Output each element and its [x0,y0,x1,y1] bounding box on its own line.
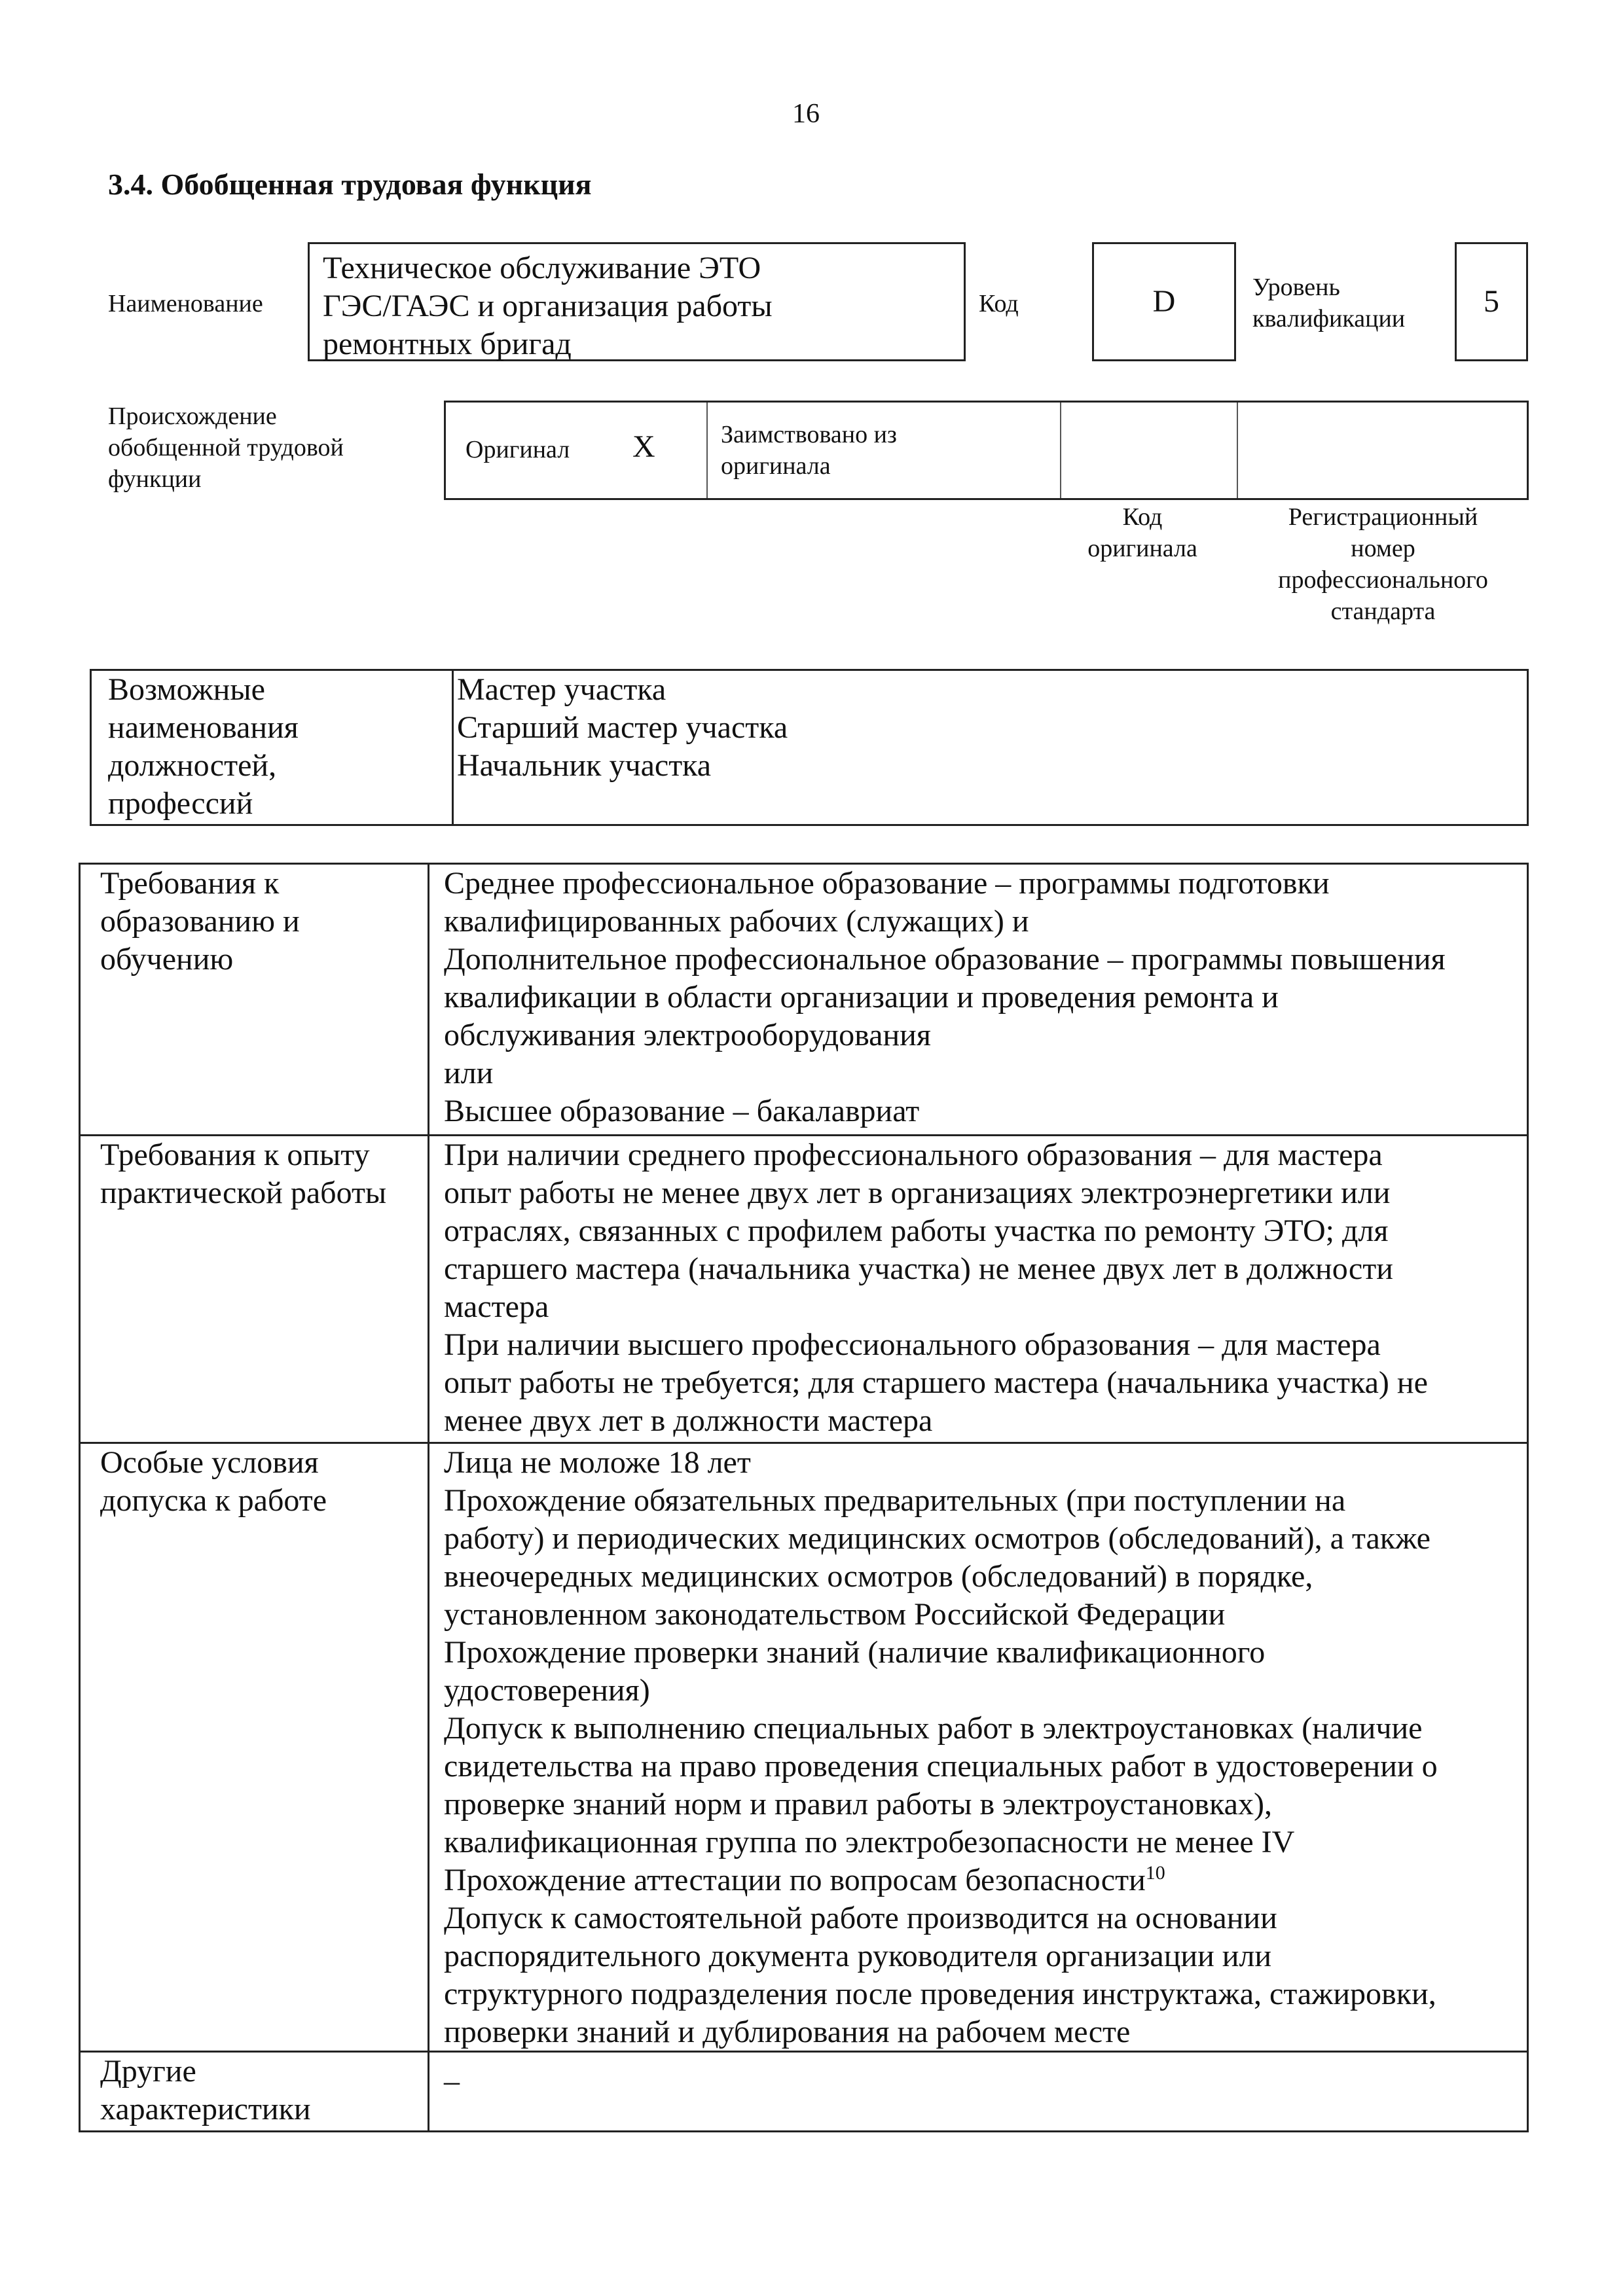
level-label-line: квалификации [1252,305,1406,332]
text-line: свидетельства на право проведения специальных работ в удостоверении о [444,1749,1438,1784]
education-content [444,865,1524,1130]
function-title-box [308,242,966,361]
column-divider [452,671,454,824]
text-line: При наличии среднего профессионального образования – для мастера [444,1138,1383,1172]
section-title: 3.4. Обобщенная трудовая функция [108,168,592,201]
caption-original-code [1054,501,1231,564]
text-line: квалифицированных рабочих (служащих) и [444,904,1029,939]
text-line: проверке знаний норм и правил работы в электроустановках), [444,1787,1272,1821]
text-line: мастера [444,1289,549,1324]
label-line: характеристики [100,2092,311,2126]
label-line: образованию и [100,904,300,939]
conditions-label [100,1444,421,1520]
label-line: должностей, [108,748,277,783]
label-line: наименования [108,710,299,745]
text-line: квалификации в области организации и проведения ремонта и [444,980,1279,1014]
positions-label [108,671,435,823]
column-divider [428,865,429,2130]
origin-cell-code [1061,403,1238,498]
label-line: практической работы [100,1175,387,1210]
other-label [100,2053,421,2128]
borrowed-line: Заимствовано из [721,421,897,448]
name-label: Наименование [108,290,263,317]
text-line: установленном законодательством Российской Федерации [444,1597,1226,1632]
qualification-level-value: 5 [1455,242,1528,361]
origin-grid [444,401,1529,500]
caption-line: профессионального [1278,566,1488,594]
borrowed-label [721,419,897,482]
borrowed-line: оригинала [721,452,831,480]
text-line: структурного подразделения после проведения инструктажа, стажировки, [444,1977,1436,2011]
label-line: Требования к [100,866,280,901]
label-line: Требования к опыту [100,1138,370,1172]
position-item: Начальник участка [457,748,712,783]
experience-content [444,1136,1524,1440]
page-number: 16 [792,99,820,129]
label-line: Особые условия [100,1445,319,1480]
code-label: Код [979,290,1019,317]
text-line: Среднее профессиональное образование – программы подготовки [444,866,1330,901]
text-line: менее двух лет в должности мастера [444,1403,933,1438]
origin-label [108,401,344,495]
origin-label-line: функции [108,465,202,493]
text-line: старшего мастера (начальника участка) не менее двух лет в должности [444,1251,1393,1286]
text-line: Допуск к самостоятельной работе производится на основании [444,1901,1277,1935]
other-content [444,2062,1524,2100]
caption-line: номер [1351,535,1415,562]
label-line: профессий [108,786,253,821]
caption-line: Код [1122,503,1163,531]
footnote-ref[interactable]: 10 [1145,1862,1165,1884]
origin-cell-reg [1238,403,1529,498]
position-item: Старший мастер участка [457,710,788,745]
position-item: Мастер участка [457,672,666,707]
education-label [100,865,421,978]
text-line: Высшее образование – бакалавриат [444,1094,920,1128]
qualification-level-label [1252,272,1405,334]
text-line: или [444,1056,494,1090]
level-label-line: Уровень [1252,274,1340,301]
conditions-content [444,1444,1524,2051]
function-title-line: ремонтных бригад [323,327,572,361]
text-line: опыт работы не требуется; для старшего мастера (начальника участка) не [444,1365,1428,1400]
label-line: допуска к работе [100,1483,327,1518]
positions-table [90,669,1529,826]
code-value: D [1092,242,1236,361]
text-line: опыт работы не менее двух лет в организациях электроэнергетики или [444,1175,1391,1210]
text-line: внеочередных медицинских осмотров (обследований) в порядке, [444,1559,1313,1594]
label-line: обучению [100,942,234,977]
origin-label-line: Происхождение [108,403,277,430]
origin-label-line: обобщенной трудовой [108,434,344,461]
text-line: квалификационная группа по электробезопасности не менее IV [444,1825,1295,1859]
text-line: Прохождение обязательных предварительных (при поступлении на [444,1483,1346,1518]
original-label: Оригинал [465,436,570,463]
label-line: Другие [100,2054,196,2089]
experience-label [100,1136,421,1212]
caption-line: оригинала [1087,535,1197,562]
text-line: Прохождение аттестации по вопросам безопасности [444,1863,1146,1897]
caption-line: Регистрационный [1288,503,1478,531]
text-line: Дополнительное профессиональное образование – программы повышения [444,942,1446,977]
requirements-table [79,863,1529,2132]
text-line: – [444,2064,460,2098]
text-line-with-footnote [444,1861,1524,1899]
original-mark: X [632,429,655,464]
text-line: Допуск к выполнению специальных работ в электроустановках (наличие [444,1711,1423,1746]
text-line: удостоверения) [444,1673,650,1708]
caption-line: стандарта [1330,598,1436,625]
function-title-line: Техническое обслуживание ЭТО [323,251,761,285]
function-title-line: ГЭС/ГАЭС и организация работы [323,289,773,323]
text-line: Лица не моложе 18 лет [444,1445,751,1480]
text-line: При наличии высшего профессионального образования – для мастера [444,1327,1381,1362]
positions-values [457,671,1518,785]
text-line: распорядительного документа руководителя организации или [444,1939,1272,1973]
text-line: работу) и периодических медицинских осмотров (обследований), а также [444,1521,1431,1556]
text-line: отраслях, связанных с профилем работы участка по ремонту ЭТО; для [444,1213,1389,1248]
text-line: Прохождение проверки знаний (наличие квалификационного [444,1635,1266,1670]
label-line: Возможные [108,672,265,707]
text-line: обслуживания электрооборудования [444,1018,931,1052]
text-line: проверки знаний и дублирования на рабочем месте [444,2015,1131,2049]
caption-registration-number [1237,501,1529,627]
